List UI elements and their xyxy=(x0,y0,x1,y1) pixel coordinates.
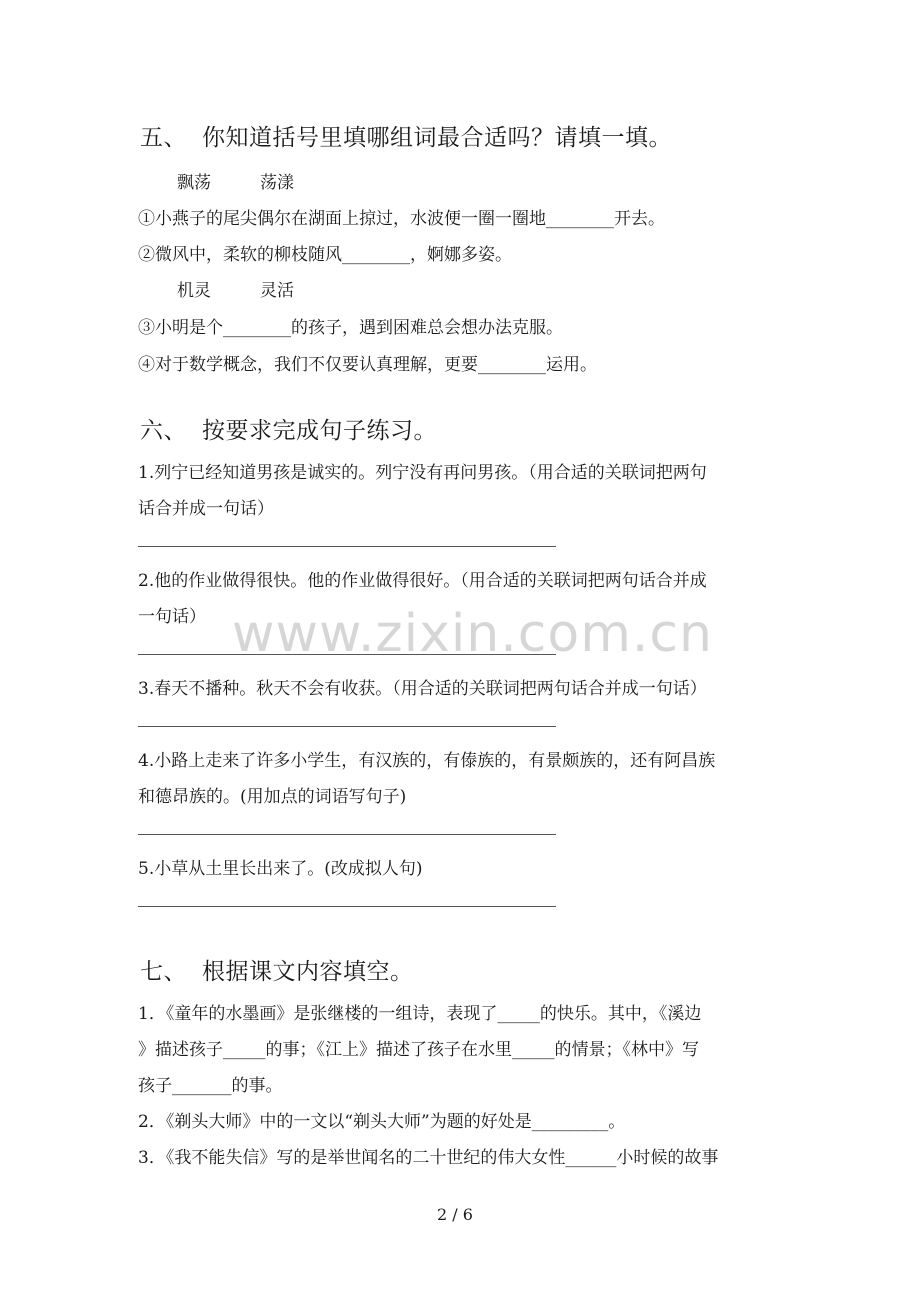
section-6-number: 六、 xyxy=(140,418,187,444)
question-line: 4.小路上走来了许多小学生，有汉族的，有傣族的，有景颇族的，还有阿昌族 xyxy=(138,751,716,771)
word-option: 机灵 xyxy=(177,281,211,301)
word-option: 灵活 xyxy=(260,281,294,301)
section-5-title: 你知道括号里填哪组词最合适吗？请填一填。 xyxy=(202,125,672,151)
question-line: 2．《剃头大师》中的一文以“剃头大师”为题的好处是_________。 xyxy=(138,1112,626,1132)
question-line: 话合并成一句话） xyxy=(138,499,274,519)
question-line: 3．《我不能失信》写的是举世闻名的二十世纪的伟大女性______小时候的故事 xyxy=(138,1148,719,1168)
answer-line xyxy=(138,834,556,835)
answer-line xyxy=(138,726,556,727)
section-6-title: 按要求完成句子练习。 xyxy=(202,418,437,444)
question-line: ①小燕子的尾尖偶尔在湖面上掠过，水波便一圈一圈地________开去。 xyxy=(138,209,665,229)
page-number: 2 / 6 xyxy=(437,1205,473,1224)
question-line: 3.春天不播种。秋天不会有收获。（用合适的关联词把两句话合并成一句话） xyxy=(138,679,707,699)
question-line: 1．《童年的水墨画》是张继楼的一组诗，表现了_____的快乐。其中，《溪边 xyxy=(138,1004,702,1024)
section-7-title: 根据课文内容填空。 xyxy=(202,959,414,985)
watermark: www.zixin.com.cn xyxy=(232,604,713,664)
answer-line xyxy=(138,906,556,907)
section-5-heading xyxy=(140,119,672,152)
question-line: 1.列宁已经知道男孩是诚实的。列宁没有再问男孩。（用合适的关联词把两句 xyxy=(138,463,707,483)
word-option: 飘荡 xyxy=(177,173,211,193)
question-line: 5.小草从土里长出来了。(改成拟人句) xyxy=(138,859,423,879)
question-line: 孩子_______的事。 xyxy=(138,1076,283,1096)
question-line: ③小明是个________的孩子，遇到困难总会想办法克服。 xyxy=(138,318,563,338)
answer-line xyxy=(138,546,556,547)
section-7-number: 七、 xyxy=(140,959,187,985)
question-line: ④对于数学概念，我们不仅要认真理解，更要________运用。 xyxy=(138,355,597,375)
section-6-heading xyxy=(140,412,437,445)
question-line: 和德昂族的。(用加点的词语写句子) xyxy=(138,787,407,807)
section-5-number: 五、 xyxy=(140,125,187,151)
question-line: 一句话） xyxy=(138,607,206,627)
word-option: 荡漾 xyxy=(260,173,294,193)
question-line: 》描述孩子_____的事；《江上》描述了孩子在水里_____的情景；《林中》写 xyxy=(138,1040,699,1060)
section-7-heading xyxy=(140,953,414,986)
question-line: ②微风中，柔软的柳枝随风________，婀娜多姿。 xyxy=(138,245,512,265)
question-line: 2.他的作业做得很快。他的作业做得很好。（用合适的关联词把两句话合并成 xyxy=(138,571,707,591)
